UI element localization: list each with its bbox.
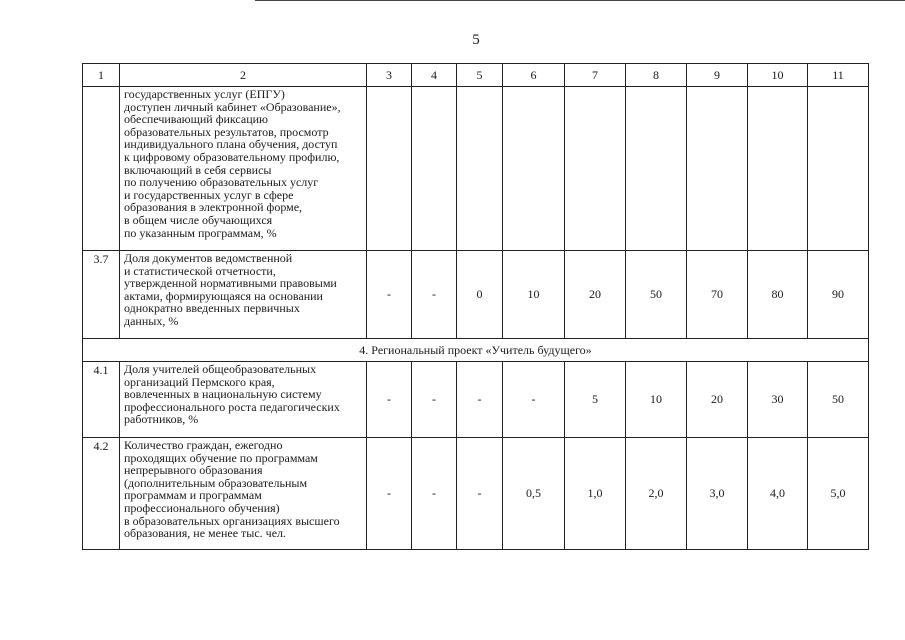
value-cell-col10 bbox=[748, 87, 808, 251]
top-rule bbox=[255, 0, 905, 1]
value-cell-col7: 20 bbox=[565, 251, 626, 339]
column-header-3: 3 bbox=[367, 64, 412, 87]
column-header-10: 10 bbox=[748, 64, 808, 87]
value-cell-col5: 0 bbox=[457, 251, 503, 339]
value-cell-col10: 30 bbox=[748, 362, 808, 438]
value-cell-col5 bbox=[457, 87, 503, 251]
column-header-9: 9 bbox=[687, 64, 748, 87]
table-header-row bbox=[83, 64, 869, 87]
table-row bbox=[83, 362, 869, 438]
column-header-2: 2 bbox=[120, 64, 367, 87]
value-cell-col4: - bbox=[412, 251, 457, 339]
value-cell-col9: 3,0 bbox=[687, 438, 748, 550]
column-header-7: 7 bbox=[565, 64, 626, 87]
value-cell-col9: 70 bbox=[687, 251, 748, 339]
value-cell-col9 bbox=[687, 87, 748, 251]
column-header-6: 6 bbox=[503, 64, 565, 87]
indicator-description: государственных услуг (ЕПГУ) доступен личный кабинет «Образование», обеспечивающий фиксацию образовательных результатов, просмотр индивидуального плана обучения, доступ к цифровому образовательному профилю, включающий в себя сервисы по получению образовательных услуг и государственных услуг в сфере образования в электронной форме, в общем числе обучающихся по указанным программам, % bbox=[120, 87, 367, 251]
value-cell-col8: 50 bbox=[626, 251, 687, 339]
table-row bbox=[83, 251, 869, 339]
value-cell-col3: - bbox=[367, 362, 412, 438]
column-header-8: 8 bbox=[626, 64, 687, 87]
row-number: 4.1 bbox=[83, 362, 120, 438]
table-row bbox=[83, 87, 869, 251]
column-header-1: 1 bbox=[83, 64, 120, 87]
indicators-table bbox=[82, 63, 869, 550]
value-cell-col8: 2,0 bbox=[626, 438, 687, 550]
column-header-4: 4 bbox=[412, 64, 457, 87]
value-cell-col5: - bbox=[457, 438, 503, 550]
value-cell-col9: 20 bbox=[687, 362, 748, 438]
column-header-11: 11 bbox=[808, 64, 869, 87]
indicator-description: Доля документов ведомственной и статистической отчетности, утвержденной нормативными правовыми актами, формирующаяся на основании однократно введенных первичных данных, % bbox=[120, 251, 367, 339]
value-cell-col7: 5 bbox=[565, 362, 626, 438]
value-cell-col4: - bbox=[412, 362, 457, 438]
value-cell-col11: 5,0 bbox=[808, 438, 869, 550]
page-number: 5 bbox=[472, 32, 480, 48]
value-cell-col5: - bbox=[457, 362, 503, 438]
row-number: 3.7 bbox=[83, 251, 120, 339]
value-cell-col3: - bbox=[367, 251, 412, 339]
column-header-5: 5 bbox=[457, 64, 503, 87]
value-cell-col7: 1,0 bbox=[565, 438, 626, 550]
row-number: 4.2 bbox=[83, 438, 120, 550]
value-cell-col6: - bbox=[503, 362, 565, 438]
value-cell-col10: 4,0 bbox=[748, 438, 808, 550]
value-cell-col10: 80 bbox=[748, 251, 808, 339]
section-title: 4. Региональный проект «Учитель будущего» bbox=[83, 339, 869, 362]
value-cell-col4: - bbox=[412, 438, 457, 550]
value-cell-col6: 0,5 bbox=[503, 438, 565, 550]
value-cell-col8: 10 bbox=[626, 362, 687, 438]
value-cell-col6 bbox=[503, 87, 565, 251]
value-cell-col8 bbox=[626, 87, 687, 251]
indicator-description: Доля учителей общеобразовательных организаций Пермского края, вовлеченных в национальную систему профессионального роста педагогических работников, % bbox=[120, 362, 367, 438]
table-row bbox=[83, 438, 869, 550]
section-row bbox=[83, 339, 869, 362]
value-cell-col11: 90 bbox=[808, 251, 869, 339]
value-cell-col4 bbox=[412, 87, 457, 251]
indicator-description: Количество граждан, ежегодно проходящих обучение по программам непрерывного образования (дополнительным образовательным программам и программам профессионального обучения) в образовательных организациях высшего образования, не менее тыс. чел. bbox=[120, 438, 367, 550]
value-cell-col3 bbox=[367, 87, 412, 251]
value-cell-col11: 50 bbox=[808, 362, 869, 438]
row-number bbox=[83, 87, 120, 251]
value-cell-col11 bbox=[808, 87, 869, 251]
value-cell-col7 bbox=[565, 87, 626, 251]
value-cell-col3: - bbox=[367, 438, 412, 550]
value-cell-col6: 10 bbox=[503, 251, 565, 339]
